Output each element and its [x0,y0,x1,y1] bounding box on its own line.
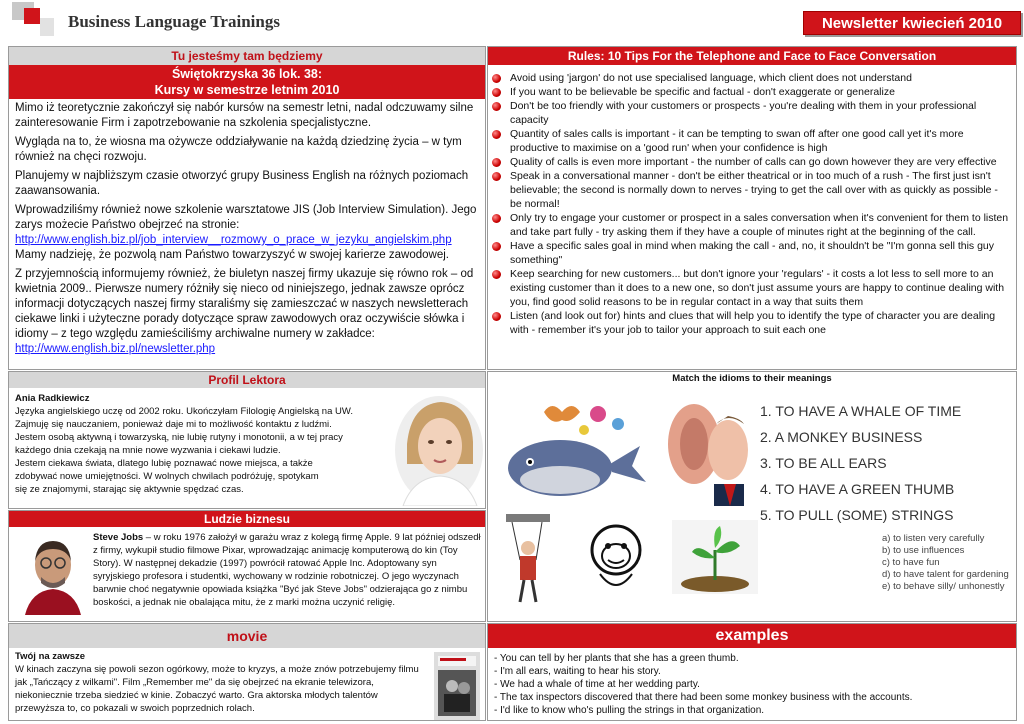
archive-text: Z przyjemnością informujemy również, że biuletyn naszej firmy ukazuje się równo rok – od kwietnia 2009.. Pierwsze numery różniły się nieco od niniejszego, jednak zawsze oprócz informacji dotyczących naszej firmy staraliśmy się zamieszczać w naszych newsletterach ciekawe linki i użyteczne porady dotyczące spraw zawodowych oraz oczywiście słówka i idiomy – z tego względu zamieściliśmy archiwalne numery w zakładce: [15,268,474,340]
list-item: Don't be too friendly with your customers or prospects - you're dealing with them in your professional capacity [492,99,1012,127]
plant-illustration [672,520,758,594]
news-paragraph [15,267,479,357]
steve-jobs-photo [21,531,85,615]
profil-line: Języka angielskiego uczę od 2002 roku. Ukończyłam Filologię Angielską na UW. [15,406,353,417]
idioms-title: Match the idioms to their meanings [672,373,832,384]
jis-text-2: Mamy nadzieję, że pozwolą nam Państwo towarzyszyć w swojej karierze zawodowej. [15,249,449,261]
idiom-list [760,398,961,528]
list-item: 2. A MONKEY BUSINESS [760,429,923,445]
archive-link[interactable]: http://www.english.biz.pl/newsletter.php [15,343,216,355]
bullet-icon [492,102,501,111]
profil-line: Zajmuję się nauczaniem, ponieważ daje mi to możliwość kontaktu z ludźmi. [15,419,332,430]
list-item: If you want to be believable be specific and factual - don't exaggerate or generalize [492,85,1012,99]
list-item: d) to have talent for gardening [882,569,1009,580]
teacher-name: Ania Radkiewicz [15,393,90,404]
list-item: 3. TO BE ALL EARS [760,455,887,471]
ear-man-illustration [664,394,752,506]
ludzie-title: Ludzie biznesu [9,511,485,527]
list-item: c) to have fun [882,557,940,568]
ludzie-panel [8,510,486,622]
header [0,0,1024,44]
movie-title: movie [9,624,485,648]
bullet-icon [492,74,501,83]
profil-line: Jestem osobą aktywną i towarzyską, nie lubię rutyny i monotonii, a w tej pracy [15,432,343,443]
list-item: - I'd like to know who's pulling the strings in that organization. [494,705,765,716]
newsletter-badge: Newsletter kwiecień 2010 [803,11,1021,35]
examples-list [488,648,1016,717]
person-name: Steve Jobs [93,532,144,543]
puppet-illustration [502,510,560,606]
list-item: 5. TO PULL (SOME) STRINGS [760,507,954,523]
examples-panel [487,623,1017,721]
list-item: - The tax inspectors discovered that there had been some monkey business with the accounts. [494,692,913,703]
list-item: b) to use influences [882,545,965,556]
news-paragraph [15,203,479,263]
ludzie-text [93,531,483,609]
news-paragraph: Planujemy w najbliższym czasie otworzyć grupy Business English na różnych poziomach zaawansowania. [15,170,469,197]
tips-list [488,65,1016,337]
list-item: Keep searching for new customers... but don't ignore your 'regulars' - it costs a lot less to sell more to an existing customer than it does to a new one, so don't just assume yours are happy to continue dealing with you, find good solid reasons to be in regular contact in a way that suits them [492,267,1012,309]
profil-title: Profil Lektora [9,372,485,388]
logo [12,2,54,36]
person-bio: – w roku 1976 założył w garażu wraz z kolegą firmę Apple. 9 lat później odszedł z firmy, wykupił studio filmowe Pixar, wprowadzając animację komputerową do kin (Toy Story). W następnej dekadzie (1997) powrócił ratować Apple Inc. Adoptowany syn syryjskiego profesora i studentki, wychowany w rodzinie robotniczej. O jego wyczynach barwnie choć negatywnie opowiada książka "Być jak Steve Jobs" odzierająca go z nimbu boskości, a jednak nie obalająca mitu, że z marki można uczynić religię. [93,532,481,608]
idioms-panel [487,371,1017,622]
bullet-icon [492,158,501,167]
news-panel [8,46,486,370]
profil-line: Jestem ciekawa świata, dlatego lubię poznawać nowe miejsca, a także [15,458,313,469]
list-item: Speak in a conversational manner - don't be either theatrical or in too much of a rush - The first just isn't believable; the second is normally down to nerves - trying to get the call over with as quickly as possible - be normal! [492,169,1012,211]
bullet-icon [492,88,501,97]
rules-panel [487,46,1017,370]
rules-title: Rules: 10 Tips For the Telephone and Face to Face Conversation [488,47,1016,65]
list-item: 1. TO HAVE A WHALE OF TIME [760,403,962,419]
news-address: Świętokrzyska 36 lok. 38: [171,67,323,81]
bullet-icon [492,214,501,223]
profil-line: każdego dnia czekają na mnie nowe wyzwania i ciekawi ludzie. [15,445,281,456]
list-item: Quantity of sales calls is important - it can be tempting to swan off after one good call yet it's more productive to maximise on a 'good run' when your confidence is high [492,127,1012,155]
news-title: Tu jesteśmy tam będziemy [9,47,485,65]
movie-review: W kinach zaczyna się powoli sezon ogórkowy, może to kryzys, a może znów potrzebujemy filmu jak „Tańczący z wilkami". Film „Remember me" da się obejrzeć na ekranie telewizora, niekoniecznie trzeba siedzieć w kinie. Zobaczyć warto. Gra aktorska młodych talentów przewyższa to, co pokazali w swoich poprzednich rolach. [15,664,419,714]
news-subtitle [9,65,485,99]
news-body [9,99,485,363]
list-item: - You can tell by her plants that she has a green thumb. [494,653,739,664]
bullet-icon [492,270,501,279]
bullet-icon [492,242,501,251]
list-item: - I'm all ears, waiting to hear his story. [494,666,661,677]
news-paragraph: Wygląda na to, że wiosna ma ożywcze oddziaływanie na każdą dziedzinę życia – w tym również na chęci rozwoju. [15,136,462,163]
movie-panel [8,623,486,721]
bullet-icon [492,312,501,321]
movie-text [15,650,425,715]
brand-name: Business Language Trainings [68,12,280,31]
list-item: a) to listen very carefully [882,533,985,544]
list-item: Have a specific sales goal in mind when making the call - and, no, it shouldn't be "I'm gonna sell this guy something" [492,239,1012,267]
jis-text: Wprowadziliśmy również nowe szkolenie warsztatowe JIS (Job Interview Simulation). Jego zarys możecie Państwo obejrzeć na stronie: [15,204,477,231]
jis-link[interactable]: http://www.english.biz.pl/job_interview__rozmowy_o_prace_w_jezyku_angielskim.php [15,234,452,246]
news-courses: Kursy w semestrze letnim 2010 [154,83,340,97]
examples-title: examples [488,624,1016,648]
profil-line: się ze znajomymi, starając się aktywnie spędzać czas. [15,484,244,495]
profil-line: zdobywać nowe umiejętności. W wolnych chwilach podróżuję, spotykam [15,471,319,482]
bullet-icon [492,172,501,181]
list-item: Listen (and look out for) hints and clues that will help you to identify the type of character you are dealing with - remember it's your job to tailor your approach to suit each one [492,309,1012,337]
list-item: - We had a whale of time at her wedding party. [494,679,700,690]
list-item: Avoid using 'jargon' do not use specialised language, which client does not understand [492,71,1012,85]
list-item: e) to behave silly/ unhonestly [882,581,1005,592]
profil-text [15,392,385,496]
list-item: Only try to engage your customer or prospect in a sales conversation when it's convenient for them to listen and take part fully - try asking them if they have a couple of minutes right at the beginning of the call. [492,211,1012,239]
list-item: 4. TO HAVE A GREEN THUMB [760,481,955,497]
monkey-illustration [580,520,652,600]
news-paragraph: Mimo iż teoretycznie zakończył się nabór kursów na semestr letni, nadal odczuwamy silne zainteresowanie Firm i zapotrzebowanie na szkolenia specjalistyczne. [15,102,474,129]
teacher-photo [393,394,485,506]
meanings-list [882,533,1009,593]
film-title: Twój na zawsze [15,651,86,662]
whale-illustration [500,394,650,504]
list-item: Quality of calls is even more important - the number of calls can go down however they are very effective [492,155,1012,169]
bullet-icon [492,130,501,139]
movie-poster [434,652,480,720]
profil-panel [8,371,486,509]
